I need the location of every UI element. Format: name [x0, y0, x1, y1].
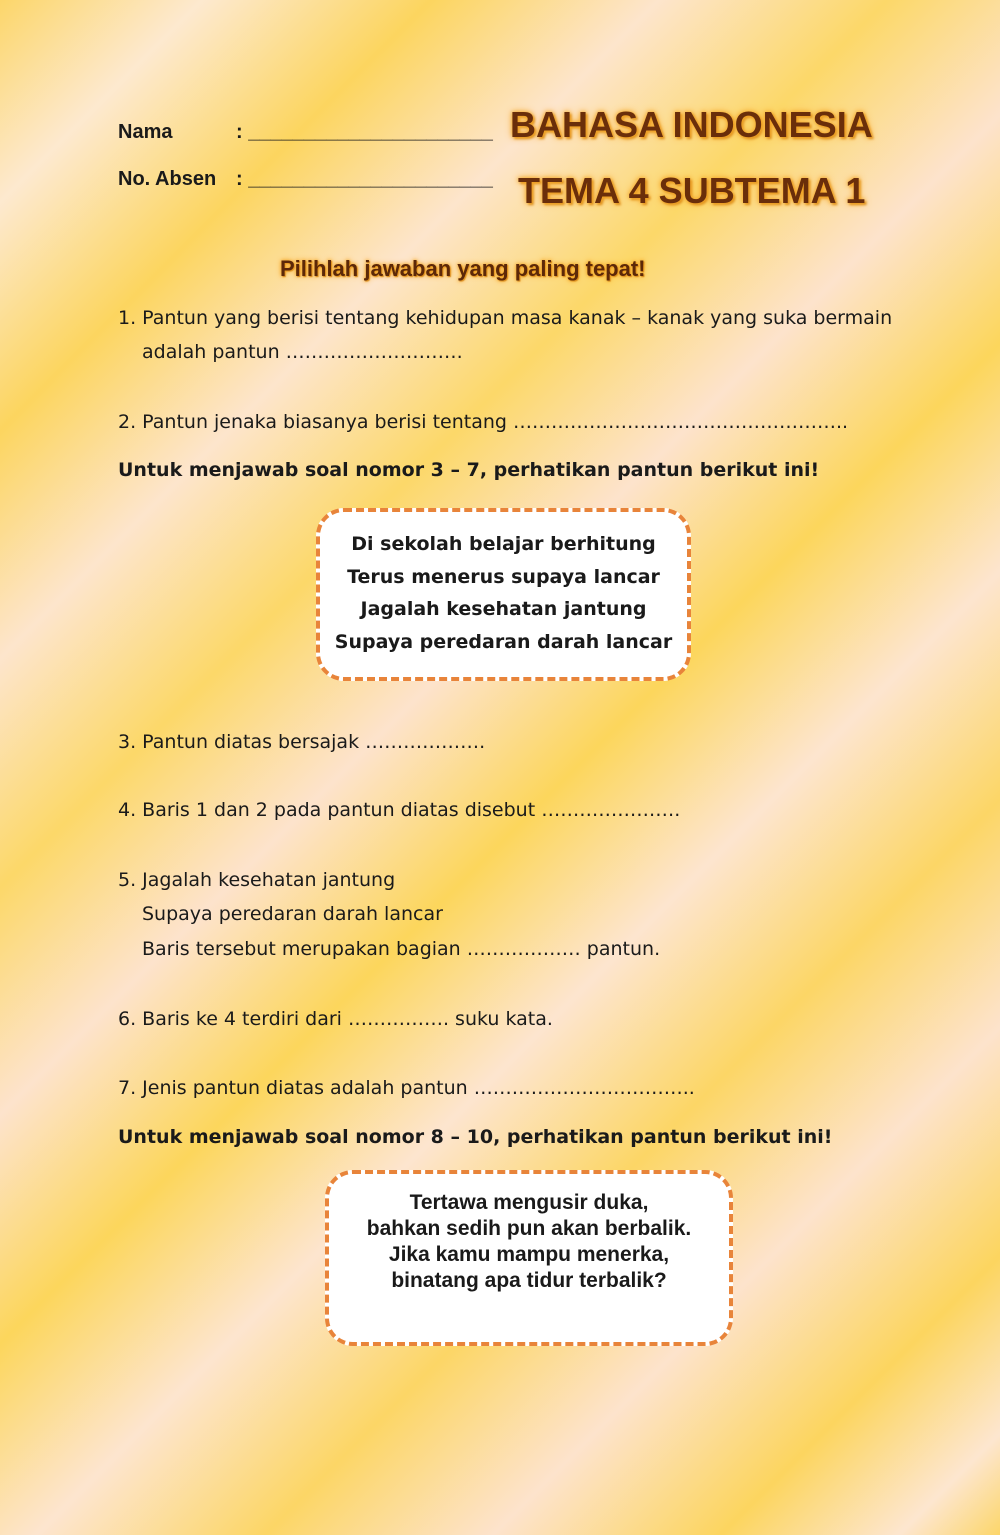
question-3: 3. Pantun diatas bersajak ………………. — [118, 731, 486, 753]
question-1-continued: adalah pantun ………………………. — [142, 341, 463, 363]
name-label: Nama — [118, 121, 173, 143]
poem-2-line: Tertawa mengusir duka, — [409, 1191, 649, 1214]
poem-2-line: bahkan sedih pun akan berbalik. — [366, 1217, 692, 1240]
question-1: 1. Pantun yang berisi tentang kehidupan masa kanak – kanak yang suka bermain — [118, 307, 893, 329]
poem-box-2 — [325, 1170, 733, 1346]
poem-2-line: binatang apa tidur terbalik? — [391, 1269, 667, 1292]
name-field[interactable]: : ______________________ — [236, 121, 493, 143]
poem-1-line: Supaya peredaran darah lancar — [334, 630, 673, 653]
poem-1-line: Jagalah kesehatan jantung — [360, 598, 647, 620]
question-5: 5. Jagalah kesehatan jantung — [118, 869, 396, 891]
question-4: 4. Baris 1 dan 2 pada pantun diatas disebut …………………. — [118, 799, 681, 821]
question-2: 2. Pantun jenaka biasanya berisi tentang …………………………………………….. — [118, 411, 849, 433]
question-6: 6. Baris ke 4 terdiri dari ……………. suku kata. — [118, 1008, 553, 1030]
instruction-heading: Pilihlah jawaban yang paling tepat! — [280, 256, 646, 281]
note-poem-1: Untuk menjawab soal nomor 3 – 7, perhatikan pantun berikut ini! — [118, 459, 820, 481]
note-poem-2: Untuk menjawab soal nomor 8 – 10, perhatikan pantun berikut ini! — [118, 1126, 833, 1148]
poem-box-1 — [316, 508, 691, 681]
absen-label: No. Absen — [118, 168, 217, 190]
question-5-line-2: Supaya peredaran darah lancar — [142, 903, 443, 925]
poem-1-line: Terus menerus supaya lancar — [347, 565, 660, 588]
question-5-line-3: Baris tersebut merupakan bagian ……………… pantun. — [142, 938, 661, 960]
absen-field[interactable]: : ______________________ — [236, 168, 493, 190]
poem-2-line: Jika kamu mampu menerka, — [388, 1243, 670, 1266]
question-7: 7. Jenis pantun diatas adalah pantun …………………………….. — [118, 1077, 695, 1099]
theme-title: TEMA 4 SUBTEMA 1 — [518, 170, 866, 211]
poem-1-line: Di sekolah belajar berhitung — [351, 533, 656, 555]
subject-title: BAHASA INDONESIA — [510, 104, 873, 145]
